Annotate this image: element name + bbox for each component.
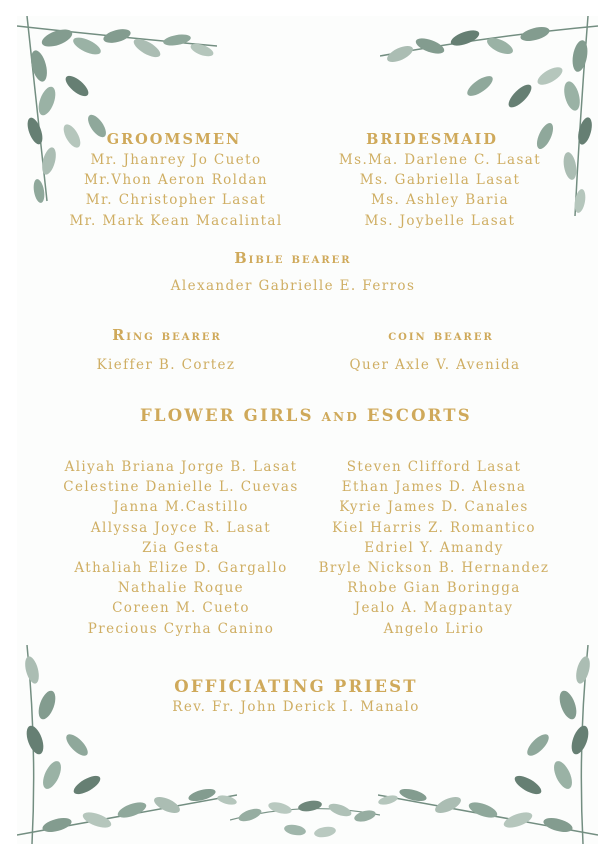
escort-name: Edriel Y. Amandy (364, 539, 504, 556)
groomsmen-heading: GROOMSMEN (106, 131, 242, 148)
bible-bearer-name: Alexander Gabrielle E. Ferros (170, 278, 416, 294)
escorts-list (306, 457, 562, 639)
coin-bearer-name: Quer Axle V. Avenida (349, 357, 521, 373)
bridesmaid-name: Ms. Ashley Baria (370, 192, 510, 209)
officiating-priest-heading: OFFICIATING PRIEST (174, 677, 418, 696)
flower-girl-name: Celestine Danielle L. Cuevas (63, 479, 299, 496)
bridesmaid-name: Ms.Ma. Darlene C. Lasat (338, 152, 542, 168)
flower-girl-name: Zia Gesta (142, 539, 220, 556)
leaf-garland-bottom-center-icon (230, 760, 380, 844)
ring-bearer-heading: Ring bearer (112, 327, 222, 344)
leaf-garland-bottom-left-icon (17, 645, 237, 844)
flower-girl-name: Allyssa Joyce R. Lasat (90, 519, 272, 536)
flower-girl-name: Janna M.Castillo (113, 499, 249, 516)
groomsman-name: Mr. Mark Kean Macalintal (69, 212, 283, 229)
escort-name: Jealo A. Magpantay (354, 600, 514, 617)
bridesmaid-heading: BRIDESMAID (366, 131, 498, 148)
flower-girls-list (46, 457, 316, 639)
flower-girls-heading: FLOWER GIRLS and ESCORTS (140, 406, 472, 425)
officiating-priest-name: Rev. Fr. John Derick I. Manalo (172, 699, 420, 715)
flower-girl-name: Aliyah Briana Jorge B. Lasat (64, 459, 298, 475)
ring-bearer-name: Kieffer B. Cortez (96, 357, 236, 373)
bible-bearer-heading: Bible bearer (234, 250, 352, 267)
flower-girl-name: Coreen M. Cueto (112, 600, 250, 617)
escort-name: Bryle Nickson B. Hernandez (318, 560, 550, 577)
coin-bearer-heading: coin bearer (388, 327, 494, 344)
groomsmen-list (56, 150, 296, 231)
groomsman-name: Mr. Christopher Lasat (85, 192, 267, 209)
escort-name: Angelo Lirio (383, 620, 485, 637)
bridesmaid-name: Ms. Joybelle Lasat (364, 212, 516, 229)
escort-name: Kiel Harris Z. Romantico (332, 519, 536, 536)
flower-girl-name: Nathalie Roque (117, 580, 245, 597)
escort-name: Kyrie James D. Canales (339, 499, 529, 516)
groomsman-name: Mr.Vhon Aeron Roldan (84, 172, 268, 189)
flower-girl-name: Precious Cyrha Canino (87, 620, 275, 637)
escort-name: Rhobe Gian Boringga (347, 580, 521, 597)
bridesmaid-name: Ms. Gabriella Lasat (359, 172, 521, 189)
escort-name: Steven Clifford Lasat (346, 459, 522, 475)
escort-name: Ethan James D. Alesna (341, 479, 527, 496)
leaf-garland-bottom-right-icon (378, 645, 598, 844)
bridesmaid-list (322, 150, 558, 231)
groomsman-name: Mr. Jhanrey Jo Cueto (90, 152, 262, 168)
flower-girl-name: Athaliah Elize D. Gargallo (74, 560, 288, 577)
